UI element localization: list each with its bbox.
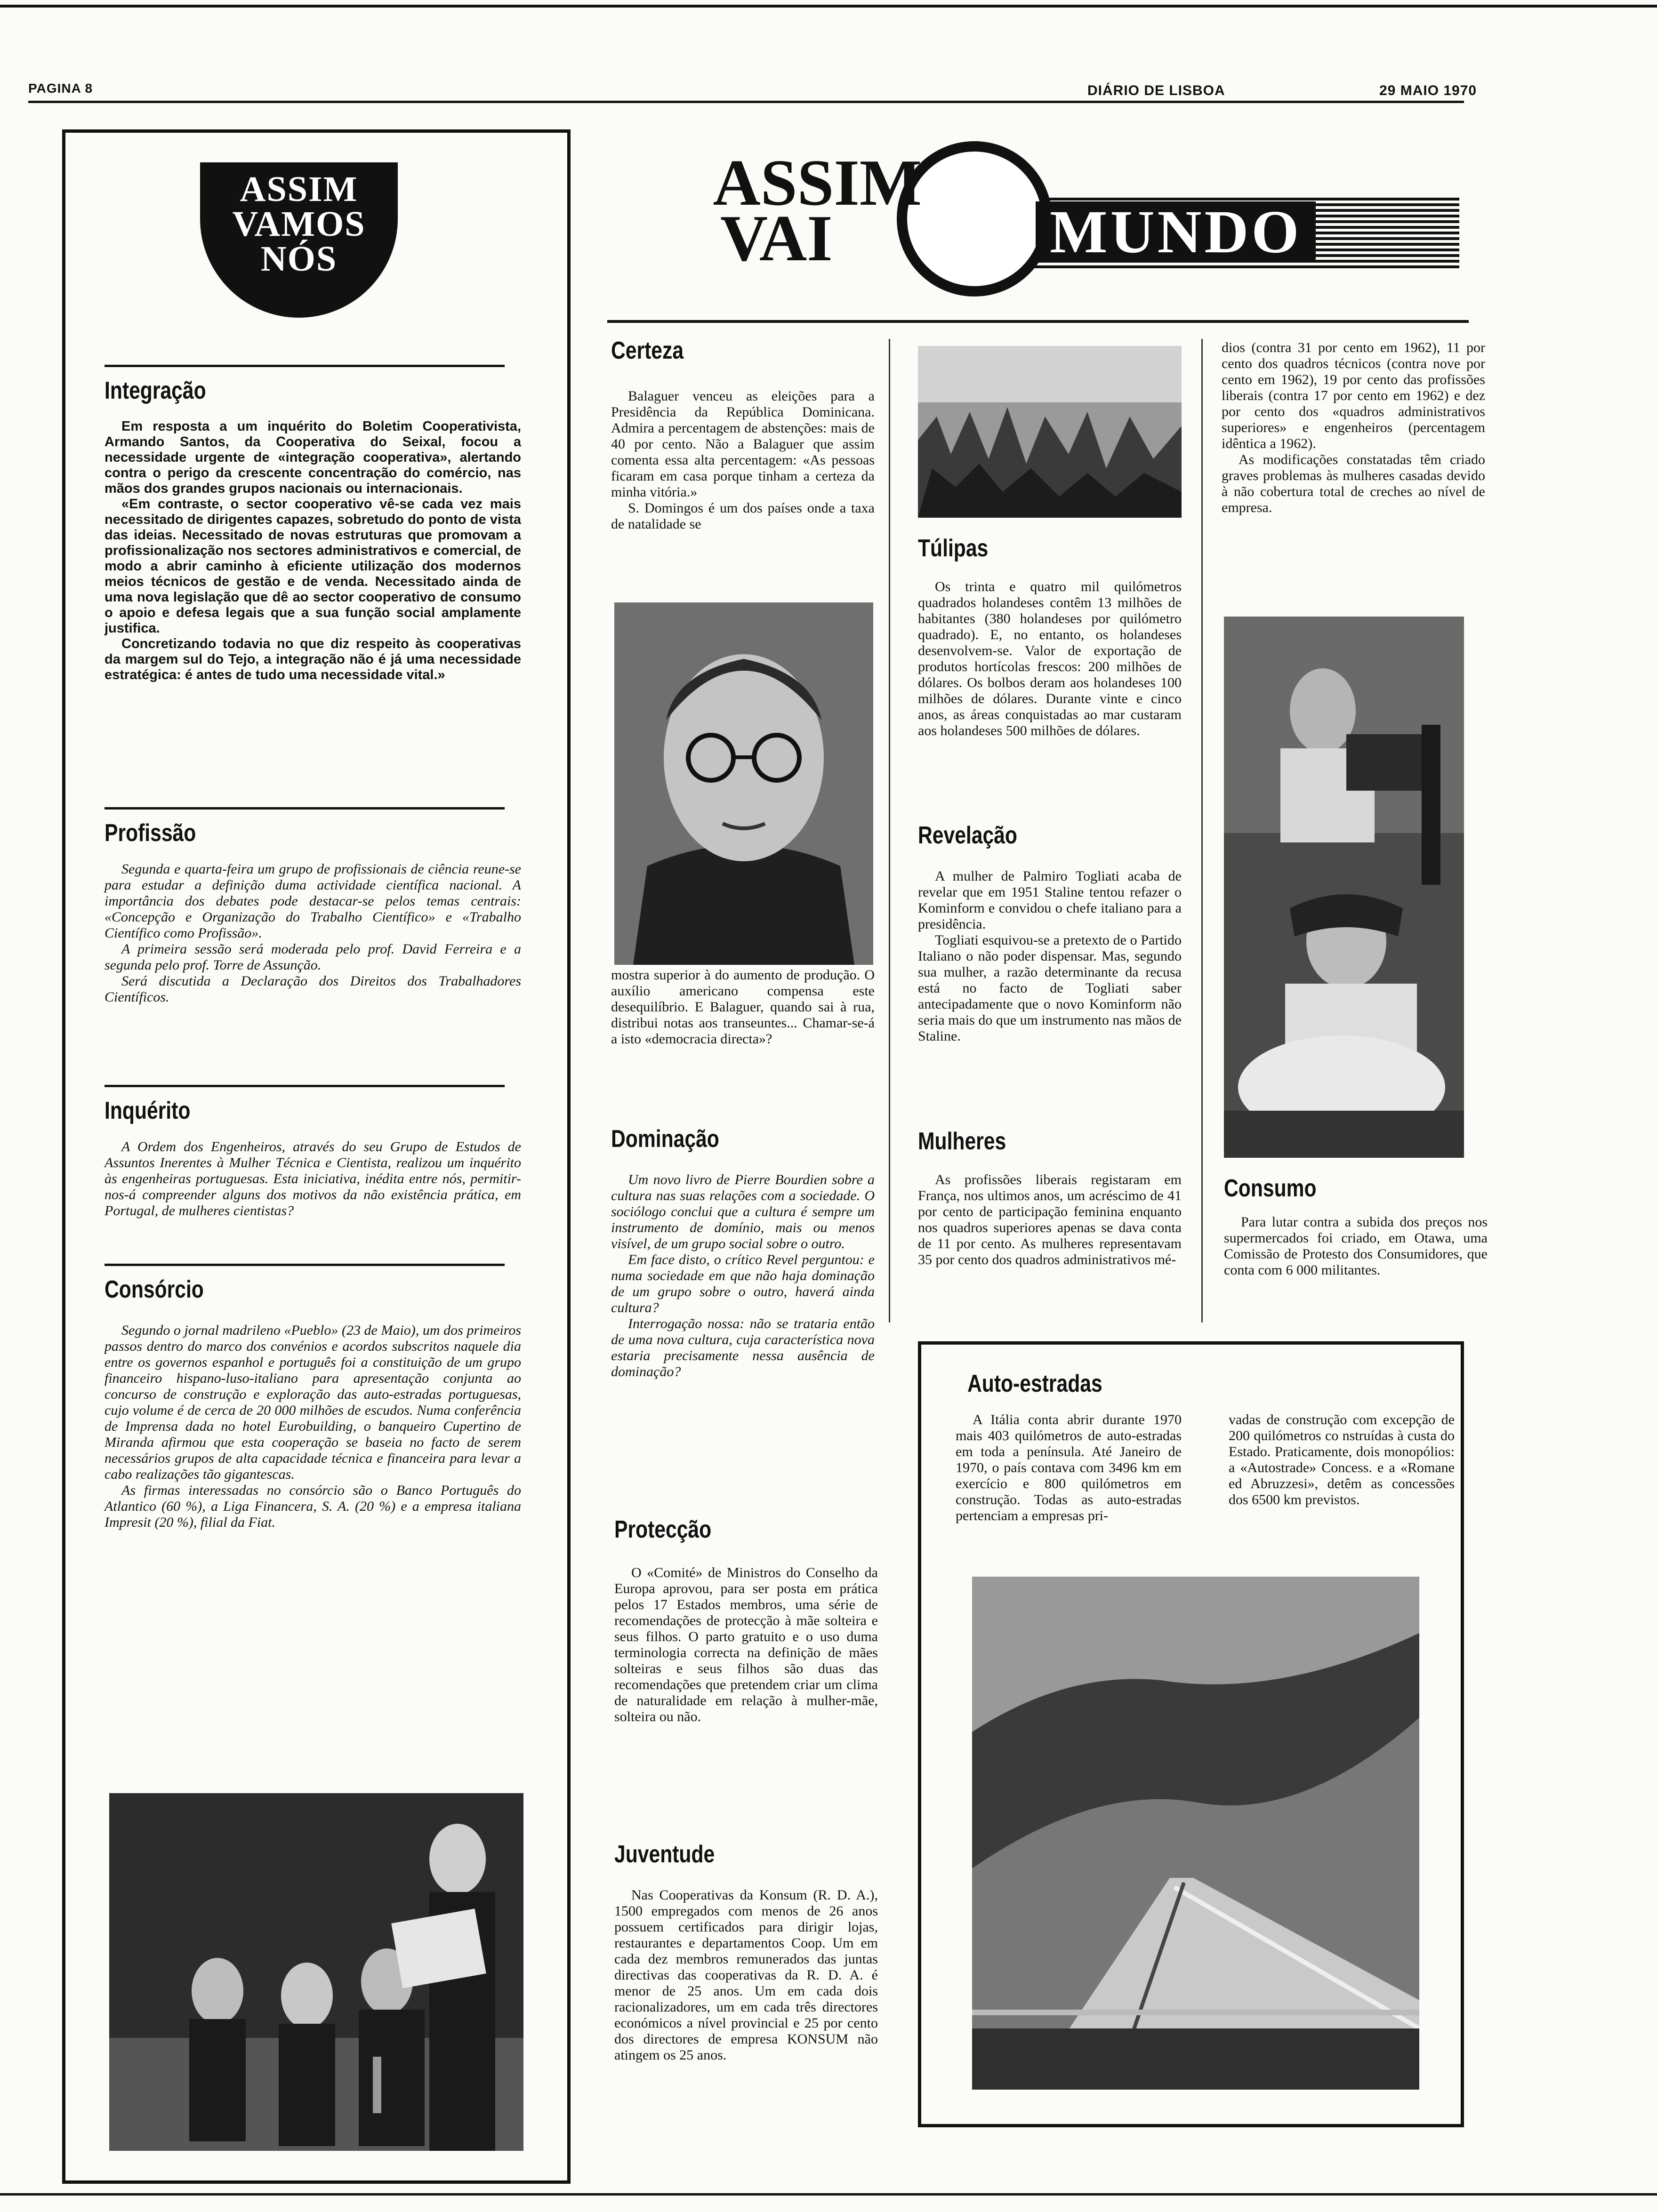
section-title-tulipas: Túlipas (918, 535, 989, 562)
header-rule (28, 101, 1464, 103)
consumo-body (1224, 1214, 1488, 1278)
mulheres-continuation (1222, 340, 1485, 516)
section-rule (105, 1264, 505, 1266)
page-number: PAGINA 8 (28, 81, 93, 96)
mulheres-body (918, 1172, 1182, 1268)
logo-line: VAMOS (232, 204, 366, 244)
integracao-body (105, 419, 521, 683)
paragraph: Segundo o jornal madrileno «Pueblo» (23 de Maio), um dos primeiros passos dentro do marco dos convénios e acordos subscritos naquele dia entre os governos espanhol e português foi a constituição de um grupo financeiro hispano-luso-italiano para apresentação conjunta ao concurso de construção e exploração das auto-estradas portuguesas, cujo volume é de cerca de 20 000 milhões de escudos. Numa conferência de Imprensa dada no hotel Eurobuilding, o banqueiro Cupertino de Miranda afirmou que esta cooperação se baseia no facto de serem necessários grupos de alta capacidade técnica e financeira para levar a cabo realizações tão gigantescas. (105, 1322, 521, 1482)
paragraph: Togliati esquivou-se a pretexto de o Partido Italiano o não poder dispensar. Mas, segundo sua mulher, a razão determinante da recusa está no facto de Togliati saber antecipadamente que o novo Kominform não seria mais do que um instrumento nas mãos de Staline. (918, 932, 1182, 1044)
paragraph: vadas de construção com excepção de 200 quilómetros co nstruídas à custa do Estado. Praticamente, dois monopólios: a «Autostrade» Concess. e a «Romane ed Abruzzesi», detêm as concessões dos 6500 km previstos. (1229, 1412, 1455, 1507)
motorway-illustration (972, 1577, 1419, 2090)
section-rule (105, 807, 505, 809)
section-title-proteccao: Protecção (614, 1516, 712, 1543)
section-title-integracao: Integração (105, 377, 206, 404)
paragraph: Interrogação nossa: não se trataria então de uma nova cultura, cuja característica nova estaria precisamente nessa ausência de dominação? (611, 1316, 875, 1379)
paragraph: Será discutida a Declaração dos Direitos dos Trabalhadores Científicos. (105, 973, 521, 1005)
paragraph: As profissões liberais registaram em França, nos ultimos anos, um acréscimo de 41 por cento de participação feminina enquanto nos quadros superiores apenas se dava conta de 11 por cento. As mulheres representavam 35 por cento dos quadros administrativos mé- (918, 1172, 1182, 1267)
paragraph: dios (contra 31 por cento em 1962), 11 por cento dos quadros técnicos (contra nove por cento em 1962), 19 por cento das profissões liberais (contra 17 por cento em 1962) e dez por cento dos «quadros administrativos superiores» e engenheiros (percentagem idêntica a 1962). (1222, 340, 1485, 451)
women-at-work-photo (1224, 617, 1464, 1158)
paragraph: mostra superior à do aumento de produção. O auxílio americano compensa este desequilíbrio. E Balaguer, quando sai à rua, distribui notas aos transeuntes... Chamar-se-á a isto «democracia directa»? (611, 967, 875, 1047)
conference-photo (109, 1793, 523, 2151)
juventude-body (614, 1887, 878, 2063)
paragraph: Concretizando todavia no que diz respeito às cooperativas da margem sul do Tejo, a integração não é já uma necessidade estratégica: é antes de tudo uma necessidade vital.» (105, 636, 521, 682)
section-rule (105, 1085, 505, 1087)
paragraph: Segunda e quarta-feira um grupo de profissionais de ciência reune-se para estudar a definição duma actividade científica nacional. A importância dos debates pode destacar-se pelos temas centrais: «Concepção e Organização do Trabalho Científico» e «Trabalho Científico como Profissão». (105, 861, 521, 941)
column-divider (889, 339, 890, 1322)
masthead-assim: ASSIM (713, 146, 922, 219)
auto-estradas-body-left (956, 1412, 1182, 1524)
section-title-auto-estradas: Auto-estradas (967, 1370, 1102, 1397)
paragraph: A primeira sessão será moderada pelo prof. David Ferreira e a segunda pelo prof. Torre de Assunção. (105, 941, 521, 973)
profissao-body (105, 861, 521, 1005)
consorcio-body (105, 1322, 521, 1531)
inquerito-body (105, 1139, 521, 1219)
paragraph: A mulher de Palmiro Togliati acaba de revelar que em 1951 Staline tentou refazer o Kominform e convidou o chefe italiano para a presidência. (918, 868, 1182, 932)
section-title-profissao: Profissão (105, 819, 196, 847)
balaguer-portrait (614, 602, 873, 965)
masthead-vai: VAI (720, 202, 833, 275)
women-at-work-illustration (1224, 617, 1464, 1158)
section-title-mulheres: Mulheres (918, 1128, 1006, 1155)
section-title-dominacao: Dominação (611, 1125, 719, 1153)
paragraph: O «Comité» de Ministros do Conselho da Europa aprovou, para ser posta em prática pelos 17 Estados membros, uma série de recomendações de protecção à mãe solteira e seus filhos. O parto gratuito e o uso duma terminologia correcta na definição de mães solteiras e seus filhos são duas das recomendações que pretendem criar um clima de naturalidade em relação à mulher-mãe, solteira ou não. (614, 1565, 878, 1724)
section-title-revelacao: Revelação (918, 822, 1017, 849)
paragraph: Para lutar contra a subida dos preços nos supermercados foi criado, em Otawa, uma Comissão de Protesto dos Consumidores, que conta com 6 000 militantes. (1224, 1214, 1488, 1278)
tulip-field-photo (918, 346, 1182, 518)
section-title-consorcio: Consórcio (105, 1276, 204, 1303)
issue-date: 29 MAIO 1970 (1379, 83, 1477, 98)
column-divider (1201, 339, 1203, 1322)
tulip-field-illustration (918, 346, 1182, 518)
section-title-certeza: Certeza (611, 337, 684, 364)
certeza-body (611, 388, 875, 532)
paragraph: As firmas interessadas no consórcio são o Banco Português do Atlantico (60 %), a Liga Financera, S. A. (20 %) e a empresa italiana Impresit (20 %), filial da Fiat. (105, 1483, 521, 1530)
section-title-juventude: Juventude (614, 1841, 715, 1868)
dominacao-body (611, 1172, 875, 1380)
logo-line: ASSIM (240, 169, 358, 209)
balaguer-portrait-illustration (614, 602, 873, 965)
section-title-consumo: Consumo (1224, 1175, 1317, 1202)
newspaper-name: DIÁRIO DE LISBOA (1087, 83, 1225, 98)
paragraph: S. Domingos é um dos países onde a taxa de natalidade se (611, 500, 875, 532)
masthead-mundo: MUNDO (1036, 201, 1316, 263)
logo-line: NÓS (260, 239, 338, 279)
section-rule (105, 365, 505, 367)
bottom-border (0, 2193, 1657, 2196)
revelacao-body (918, 868, 1182, 1044)
masthead-rule (607, 320, 1469, 323)
paragraph: Em resposta a um inquérito do Boletim Cooperativista, Armando Santos, da Cooperativa do Seixal, focou a necessidade urgente de «integração cooperativa», alertando contra o perigo da crescente concentração do comércio, nas mãos dos grandes grupos nacionais ou internacionais. (105, 419, 521, 496)
paragraph: Um novo livro de Pierre Bourdien sobre a cultura nas suas relações com a sociedade. O sociólogo conclui que a cultura é sempre um instrumento de domínio, mais ou menos visível, de um grupo social sobre o outro. (611, 1172, 875, 1251)
conference-photo-illustration (109, 1793, 523, 2151)
paragraph: Nas Cooperativas da Konsum (R. D. A.), 1500 empregados com menos de 26 anos possuem certificados para dirigir lojas, restaurantes e departamentos Coop. Um em cada dez membros remunerados das juntas directivas das cooperativas da R. D. A. é menor de 25 anos. Um em cada dois racionalizadores, um em cada três directores económicos a nível provincial e 25 por cento dos directores de empresa KONSUM não atingem os 25 anos. (614, 1887, 878, 2063)
paragraph: A Ordem dos Engenheiros, através do seu Grupo de Estudos de Assuntos Inerentes à Mulher Técnica e Cientista, realizou um inquérito às engenheiras portuguesas. Esta iniciativa, inédita entre nós, permitir-nos-á compreender alguns dos motivos da não existência prática, em Portugal, de mulheres cientistas? (105, 1139, 521, 1218)
paragraph: As modificações constatadas têm criado graves problemas às mulheres casadas devido à não cobertura total de creches ao nível de empresa. (1222, 452, 1485, 515)
paragraph: Em face disto, o crítico Revel perguntou: e numa sociedade em que não haja dominação de um grupo sobre o outro, haverá ainda cultura? (611, 1252, 875, 1315)
section-title-inquerito: Inquérito (105, 1097, 191, 1124)
top-border (0, 5, 1657, 8)
auto-estradas-body-right (1229, 1412, 1455, 1508)
tulipas-body (918, 579, 1182, 739)
paragraph: «Em contraste, o sector cooperativo vê-se cada vez mais necessitado de dirigentes capazes, sobretudo do ponto de vista das ideias. Necessitado de novas estruturas que promovam a profissionalização nos sectores administrativos e comercial, de modo a abrir caminho à eficiente utilização dos modernos meios técnicos de gestão e de venda. Necessitado ainda de uma nova legislação que dê ao sector cooperativo de consumo o apoio e defesa legais que a sua função social amplamente justifica. (105, 497, 521, 636)
certeza-continuation (611, 967, 875, 1047)
proteccao-body (614, 1565, 878, 1725)
motorway-photo (972, 1577, 1419, 2090)
paragraph: A Itália conta abrir durante 1970 mais 403 quilómetros de auto-estradas em toda a península. Até Janeiro de 1970, o país contava com 3496 km em exercício e 800 quilómetros em construção. Todas as auto-estradas pertenciam a empresas pri- (956, 1412, 1182, 1523)
paragraph: Os trinta e quatro mil quilómetros quadrados holandeses contêm 13 milhões de habitantes (380 holandeses por quilómetro quadrado). E, no entanto, os holandeses desenvolvem-se. Valor de exportação de produtos hortícolas frescos: 200 milhões de dólares. Os bolbos deram aos holandeses 100 milhões de dólares. Durante vinte e cinco anos, as áreas conquistadas ao mar custaram aos holandeses 500 milhões de dólares. (918, 579, 1182, 738)
paragraph: Balaguer venceu as eleições para a Presidência da República Dominicana. Admira a percentagem de abstenções: mais de 40 por cento. Não a Balaguer que assim comenta essa alta percentagem: «As pessoas ficaram em casa porque tinham a certeza da minha vitória.» (611, 388, 875, 500)
